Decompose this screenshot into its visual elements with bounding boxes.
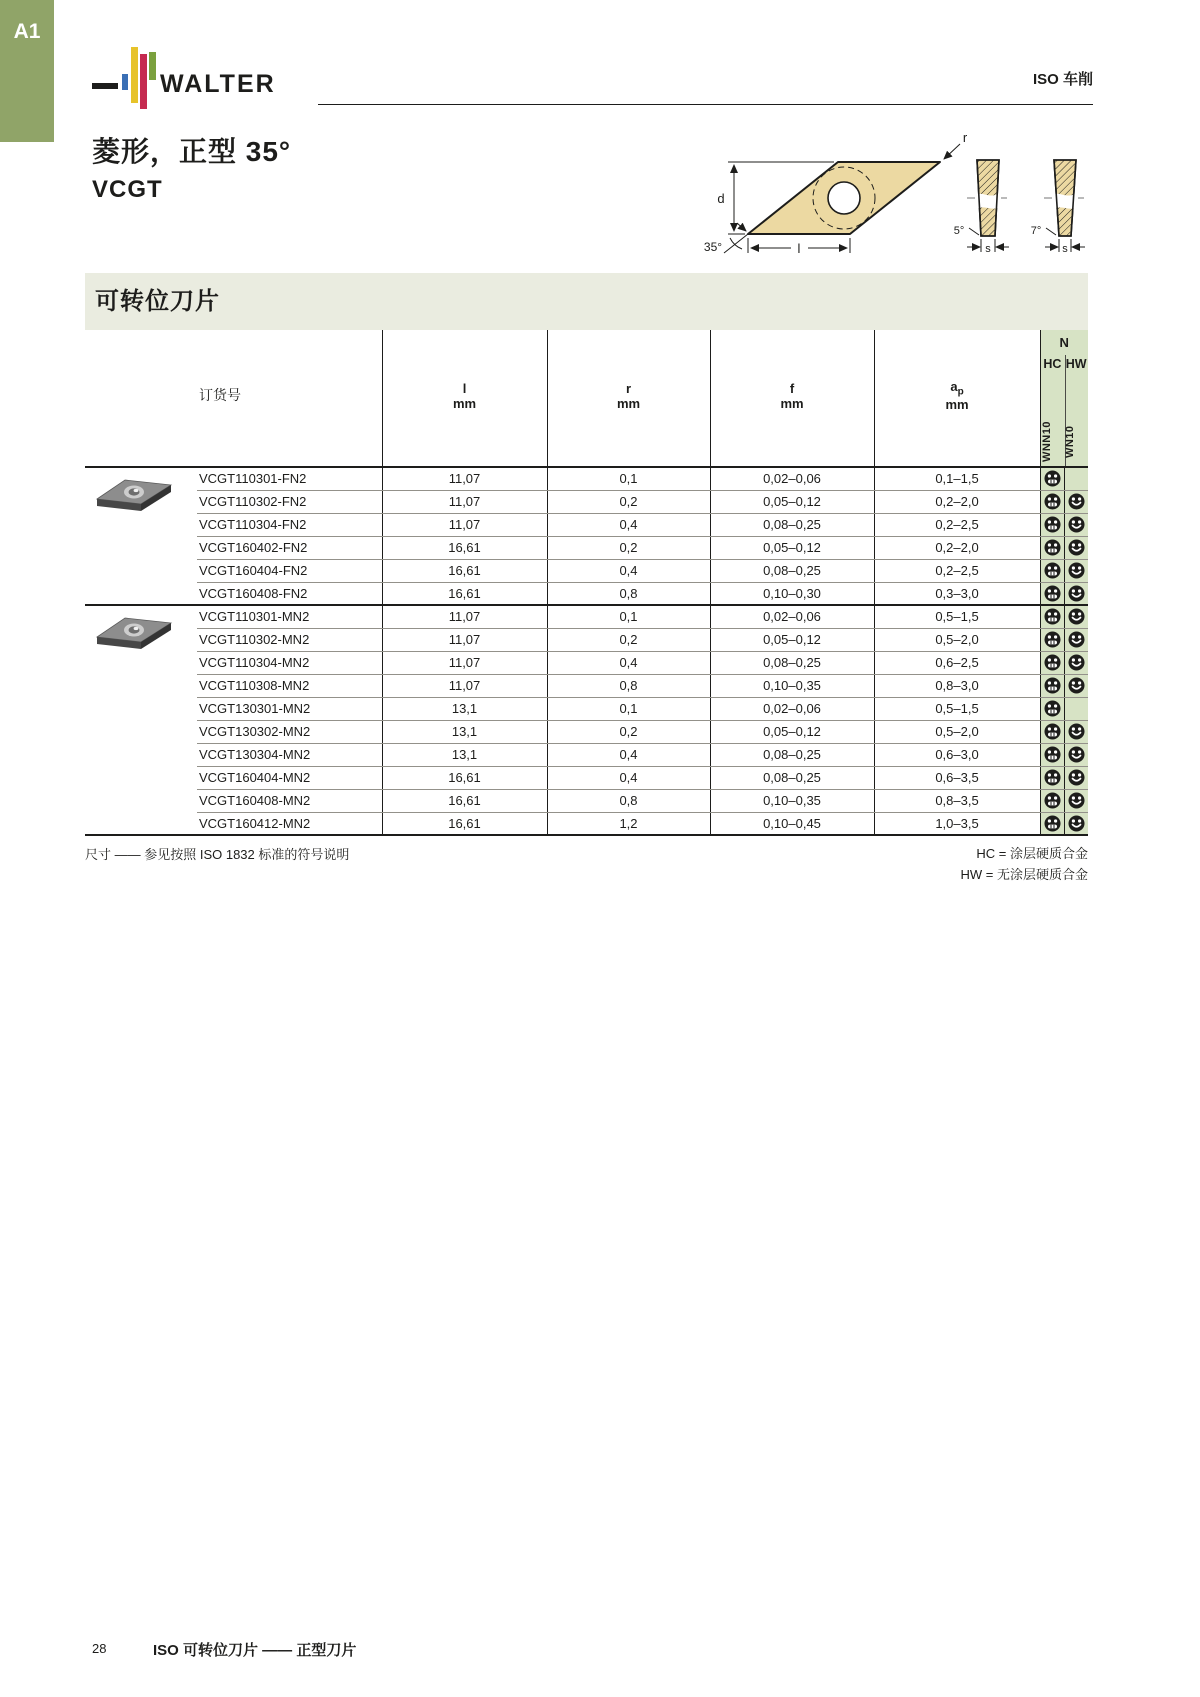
grinning-face-icon [1044, 470, 1061, 487]
grade-cell-hw [1064, 490, 1088, 513]
cell-ap: 0,1–1,5 [874, 467, 1040, 490]
cell-order: VCGT160404-MN2 [197, 766, 382, 789]
cell-ap: 0,2–2,0 [874, 490, 1040, 513]
insert-photo [89, 473, 179, 515]
walter-logo [90, 45, 300, 120]
cell-r: 0,2 [547, 490, 710, 513]
smiling-face-icon [1068, 746, 1085, 763]
cell-order: VCGT160402-FN2 [197, 536, 382, 559]
grinning-face-icon [1044, 516, 1061, 533]
grinning-face-icon [1044, 631, 1061, 648]
thickness-label-s2: s [1062, 243, 1068, 255]
smiling-face-icon [1068, 539, 1085, 556]
cell-f: 0,10–0,35 [710, 674, 874, 697]
grinning-face-icon [1044, 585, 1061, 602]
grinning-face-icon [1044, 815, 1061, 832]
cell-order: VCGT160408-FN2 [197, 582, 382, 605]
cell-l: 11,07 [382, 605, 547, 628]
grade-type-label-hc: HC [1043, 357, 1062, 371]
cell-ap: 1,0–3,5 [874, 812, 1040, 835]
cell-l: 11,07 [382, 513, 547, 536]
cell-ap: 0,8–3,5 [874, 789, 1040, 812]
table-row [85, 789, 1088, 812]
grade-cell-hc [1040, 674, 1064, 697]
grinning-face-icon [1044, 654, 1061, 671]
table-row [85, 743, 1088, 766]
grade-cell-hw [1064, 536, 1088, 559]
smiling-face-icon [1068, 723, 1085, 740]
smiling-face-icon [1068, 769, 1085, 786]
cell-l: 16,61 [382, 559, 547, 582]
table-row [85, 651, 1088, 674]
cell-order: VCGT130301-MN2 [197, 697, 382, 720]
grade-cell-hw [1064, 513, 1088, 536]
column-header-image [85, 330, 197, 467]
grinning-face-icon [1044, 792, 1061, 809]
grade-cell-hc [1040, 605, 1064, 628]
cell-order: VCGT110302-FN2 [197, 490, 382, 513]
cell-f: 0,08–0,25 [710, 559, 874, 582]
cell-l: 11,07 [382, 467, 547, 490]
cell-order: VCGT110304-FN2 [197, 513, 382, 536]
section-title: 可转位刀片 [85, 273, 1088, 330]
cell-l: 11,07 [382, 628, 547, 651]
grinning-face-icon [1044, 539, 1061, 556]
page-number: 28 [92, 1641, 107, 1656]
cell-ap: 0,2–2,0 [874, 536, 1040, 559]
cell-ap: 0,6–3,5 [874, 766, 1040, 789]
logo-bar-green [149, 52, 156, 80]
footnote-hc: HC = 涂层硬质合金 [976, 846, 1088, 861]
cell-f: 0,10–0,45 [710, 812, 874, 835]
insert-catalog-section [85, 273, 1088, 886]
smiling-face-icon [1068, 631, 1085, 648]
cell-order: VCGT160408-MN2 [197, 789, 382, 812]
grade-cell-hw [1064, 766, 1088, 789]
smiling-face-icon [1068, 585, 1085, 602]
cell-order: VCGT110308-MN2 [197, 674, 382, 697]
radius-label-r: r [962, 130, 968, 145]
logo-bar-red [140, 54, 147, 109]
cell-r: 0,1 [547, 605, 710, 628]
cell-l: 11,07 [382, 651, 547, 674]
grade-type-label-hw: HW [1065, 357, 1087, 371]
cell-r: 0,4 [547, 766, 710, 789]
smiling-face-icon [1068, 792, 1085, 809]
cell-r: 0,4 [547, 559, 710, 582]
grade-cell-hw [1064, 789, 1088, 812]
grade-cell-hw [1064, 720, 1088, 743]
cell-f: 0,10–0,35 [710, 789, 874, 812]
table-row [85, 674, 1088, 697]
insert-table-body [85, 467, 1088, 835]
cell-r: 0,2 [547, 536, 710, 559]
grinning-face-icon [1044, 677, 1061, 694]
grade-cell-empty [1064, 697, 1088, 720]
cell-order: VCGT160404-FN2 [197, 559, 382, 582]
grade-cell-hc [1040, 513, 1064, 536]
column-header-r: r mm [547, 330, 710, 467]
column-header-l: l mm [382, 330, 547, 467]
logo-dash [92, 83, 118, 89]
grinning-face-icon [1044, 562, 1061, 579]
header-rule [318, 104, 1093, 105]
cell-f: 0,05–0,12 [710, 628, 874, 651]
table-row [85, 812, 1088, 835]
cell-f: 0,08–0,25 [710, 743, 874, 766]
cell-l: 16,61 [382, 582, 547, 605]
walter-wordmark: WALTER [160, 70, 276, 98]
grade-cell-hw [1064, 582, 1088, 605]
cell-f: 0,08–0,25 [710, 651, 874, 674]
table-footnotes [85, 836, 1088, 886]
cell-order: VCGT110301-FN2 [197, 467, 382, 490]
grinning-face-icon [1044, 493, 1061, 510]
cell-r: 0,1 [547, 467, 710, 490]
grade-cell-hw [1064, 674, 1088, 697]
insert-thumbnail [85, 467, 197, 605]
cell-f: 0,05–0,12 [710, 720, 874, 743]
table-row [85, 536, 1088, 559]
insert-hole [828, 182, 860, 214]
grade-cell-hc [1040, 720, 1064, 743]
cell-ap: 0,5–2,0 [874, 720, 1040, 743]
smiling-face-icon [1068, 516, 1085, 533]
table-row [85, 559, 1088, 582]
grade-cell-hw [1064, 812, 1088, 835]
cell-f: 0,02–0,06 [710, 467, 874, 490]
grade-cell-hc [1040, 490, 1064, 513]
cell-f: 0,10–0,30 [710, 582, 874, 605]
table-row [85, 490, 1088, 513]
grade-cell-hc [1040, 559, 1064, 582]
grinning-face-icon [1044, 746, 1061, 763]
grinning-face-icon [1044, 723, 1061, 740]
cell-ap: 0,3–3,0 [874, 582, 1040, 605]
cell-l: 16,61 [382, 812, 547, 835]
cell-r: 0,2 [547, 628, 710, 651]
smiling-face-icon [1068, 815, 1085, 832]
table-row [85, 605, 1088, 628]
cell-r: 0,4 [547, 651, 710, 674]
grade-cell-hw [1064, 559, 1088, 582]
cell-l: 16,61 [382, 536, 547, 559]
smiling-face-icon [1068, 493, 1085, 510]
insert-table [85, 330, 1088, 836]
cell-f: 0,05–0,12 [710, 490, 874, 513]
cell-ap: 0,2–2,5 [874, 513, 1040, 536]
grade-name-wn10: WN10 [1064, 425, 1077, 458]
cell-f: 0,02–0,06 [710, 605, 874, 628]
cell-l: 13,1 [382, 697, 547, 720]
grade-name-wnn10: WNN10 [1040, 420, 1053, 462]
cell-order: VCGT110301-MN2 [197, 605, 382, 628]
table-row [85, 697, 1088, 720]
smiling-face-icon [1068, 562, 1085, 579]
cell-f: 0,08–0,25 [710, 766, 874, 789]
column-header-grades [1040, 330, 1088, 467]
cell-r: 0,2 [547, 720, 710, 743]
footnote-dimensions: 尺寸 —— 参见按照 ISO 1832 标准的符号说明 [85, 847, 350, 862]
grade-cell-hc [1040, 766, 1064, 789]
cell-l: 11,07 [382, 674, 547, 697]
cell-f: 0,05–0,12 [710, 536, 874, 559]
grade-cell-hc [1040, 812, 1064, 835]
angle-label-35: 35° [703, 240, 723, 254]
page-subtitle: VCGT [92, 176, 163, 203]
grade-cell-empty [1064, 467, 1088, 490]
grade-cell-hc [1040, 651, 1064, 674]
cell-order: VCGT130304-MN2 [197, 743, 382, 766]
insert-thumbnail [85, 605, 197, 835]
table-row [85, 513, 1088, 536]
grade-group-label-n: N [1059, 335, 1069, 350]
grade-cell-hc [1040, 697, 1064, 720]
logo-bar-blue [122, 74, 128, 90]
cell-order: VCGT160412-MN2 [197, 812, 382, 835]
section-tab: A1 [0, 0, 54, 142]
technical-drawing [688, 126, 1100, 263]
cell-r: 0,4 [547, 513, 710, 536]
cell-r: 0,8 [547, 789, 710, 812]
grade-cell-hc [1040, 789, 1064, 812]
table-row [85, 766, 1088, 789]
grade-cell-hc [1040, 536, 1064, 559]
cell-r: 0,8 [547, 582, 710, 605]
insert-photo [89, 611, 179, 653]
grade-cell-hw [1064, 743, 1088, 766]
table-row [85, 467, 1088, 490]
cell-ap: 0,5–1,5 [874, 605, 1040, 628]
cell-l: 16,61 [382, 766, 547, 789]
cell-order: VCGT110302-MN2 [197, 628, 382, 651]
cell-r: 0,4 [547, 743, 710, 766]
cell-l: 11,07 [382, 490, 547, 513]
cell-f: 0,02–0,06 [710, 697, 874, 720]
table-row [85, 582, 1088, 605]
smiling-face-icon [1068, 608, 1085, 625]
table-row [85, 628, 1088, 651]
footnote-hw: HW = 无涂层硬质合金 [960, 866, 1088, 882]
cell-l: 16,61 [382, 789, 547, 812]
angle-label-5: 5° [953, 225, 965, 237]
grinning-face-icon [1044, 700, 1061, 717]
cell-r: 0,1 [547, 697, 710, 720]
grade-cell-hc [1040, 467, 1064, 490]
cell-r: 0,8 [547, 674, 710, 697]
cell-ap: 0,5–1,5 [874, 697, 1040, 720]
table-row [85, 720, 1088, 743]
dimension-label-l: l [797, 241, 801, 256]
cell-f: 0,08–0,25 [710, 513, 874, 536]
column-header-ap: $a_p$ mm [874, 330, 1040, 467]
dimension-label-d: d [717, 191, 725, 206]
grade-cell-hw [1064, 605, 1088, 628]
grade-cell-hc [1040, 743, 1064, 766]
thickness-label-s1: s [985, 243, 991, 255]
bottom-footer-text: ISO 可转位刀片 —— 正型刀片 [153, 1642, 357, 1659]
smiling-face-icon [1068, 654, 1085, 671]
grinning-face-icon [1044, 769, 1061, 786]
logo-bar-yellow [131, 47, 138, 103]
cell-ap: 0,2–2,5 [874, 559, 1040, 582]
cell-ap: 0,8–3,0 [874, 674, 1040, 697]
cell-r: 1,2 [547, 812, 710, 835]
cell-l: 13,1 [382, 720, 547, 743]
grade-cell-hw [1064, 651, 1088, 674]
cell-order: VCGT130302-MN2 [197, 720, 382, 743]
cell-ap: 0,5–2,0 [874, 628, 1040, 651]
grade-cell-hc [1040, 628, 1064, 651]
grade-cell-hw [1064, 628, 1088, 651]
cell-ap: 0,6–3,0 [874, 743, 1040, 766]
smiling-face-icon [1068, 677, 1085, 694]
cell-order: VCGT110304-MN2 [197, 651, 382, 674]
grinning-face-icon [1044, 608, 1061, 625]
cell-l: 13,1 [382, 743, 547, 766]
category-label: ISO 车削 [1032, 71, 1093, 88]
grade-cell-hc [1040, 582, 1064, 605]
angle-label-7: 7° [1030, 225, 1042, 237]
cell-ap: 0,6–2,5 [874, 651, 1040, 674]
column-header-order: 订货号 [199, 387, 241, 403]
column-header-f: f mm [710, 330, 874, 467]
page-title: 菱形，正型 35° [92, 136, 292, 167]
